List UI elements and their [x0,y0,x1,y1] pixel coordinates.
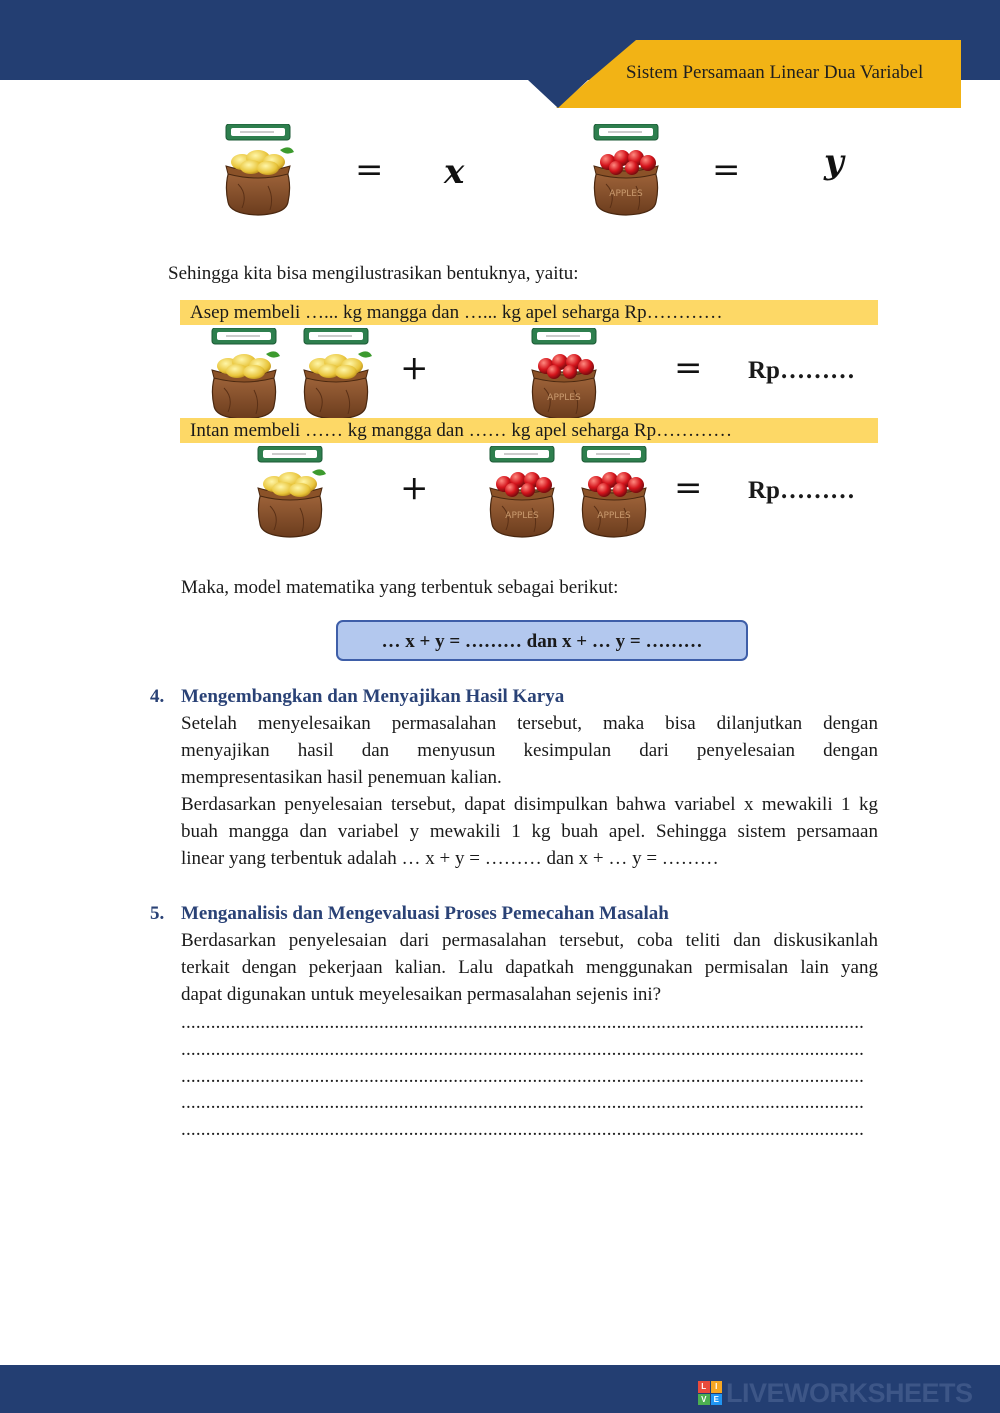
answer-line[interactable]: .......................................................................................................................................... [181,1039,865,1060]
intro-text: Sehingga kita bisa mengilustrasikan bentuknya, yaitu: [168,263,579,284]
logo-letter: V [698,1394,710,1406]
paragraph-line: Setelah menyelesaikan permasalahan tersebut, maka bisa dilanjutkan dengan [181,713,878,734]
section-5-number: 5. [150,903,165,924]
sack-label: APPLES [609,189,643,199]
answer-line[interactable]: .......................................................................................................................................... [181,1012,865,1033]
plus-sign: + [400,348,429,388]
intan-statement: Intan membeli …… kg mangga dan …… kg apel seharga Rp………… [190,420,733,441]
variable-y: y [824,142,844,182]
sack-label: APPLES [547,393,581,403]
asep-statement: Asep membeli …... kg mangga dan …... kg apel seharga Rp………… [190,302,723,323]
model-equation: … x + y = ……… dan x + … y = ……… [381,631,703,652]
section-5-body [181,927,878,1008]
liveworksheets-logo-icon [698,1381,722,1405]
section-4-body [181,710,878,872]
mango-sack-icon [218,124,298,216]
section-4-title: Mengembangkan dan Menyajikan Hasil Karya [181,686,565,707]
paragraph-line: linear yang terbentuk adalah … x + y = ……… dan x + … y = ……… [181,848,719,869]
intan-price-blank: Rp……… [748,477,855,504]
asep-price-blank: Rp……… [748,357,855,384]
logo-letter: I [711,1381,723,1393]
paragraph-line: menyajikan hasil dan menyusun kesimpulan dari penyelesaian dengan [181,740,878,761]
model-intro: Maka, model matematika yang terbentuk sebagai berikut: [181,577,619,598]
sack-label: APPLES [597,511,631,521]
paragraph-line: buah mangga dan variabel y mewakili 1 kg buah apel. Sehingga sistem persamaan [181,821,878,842]
paragraph-line: Berdasarkan penyelesaian dari permasalahan tersebut, coba teliti dan diskusikanlah [181,930,878,951]
apple-sack-icon [524,328,604,420]
equals-sign: = [355,150,384,190]
mango-sack-icon [296,328,376,420]
intan-band [180,418,878,443]
watermark: LIVEWORKSHEETS [726,1378,973,1408]
sack-label: APPLES [505,511,539,521]
answer-line[interactable]: .......................................................................................................................................... [181,1066,865,1087]
plus-sign: + [400,468,429,508]
apple-sack-icon [482,446,562,538]
equals-sign: = [712,150,741,190]
apple-sack-icon [574,446,654,538]
asep-band [180,300,878,325]
paragraph-line: mempresentasikan hasil penemuan kalian. [181,767,502,788]
logo-letter: E [711,1394,723,1406]
model-equation-box [336,620,748,661]
section-4-number: 4. [150,686,165,707]
mango-sack-icon [204,328,284,420]
variable-x: x [444,152,465,192]
answer-line[interactable]: .......................................................................................................................................... [181,1092,865,1113]
chapter-title: Sistem Persamaan Linear Dua Variabel [626,62,924,83]
equals-sign: = [674,468,703,508]
paragraph-line: terkait dengan pekerjaan kalian. Lalu dapatkah menggunakan permisalan lain yang [181,957,878,978]
answer-line[interactable]: .......................................................................................................................................... [181,1119,865,1140]
mango-sack-icon [250,446,330,538]
apple-sack-icon [586,124,666,216]
paragraph-line: Berdasarkan penyelesaian tersebut, dapat disimpulkan bahwa variabel x mewakili 1 kg [181,794,878,815]
equals-sign: = [674,348,703,388]
paragraph-line: dapat digunakan untuk meyelesaikan permasalahan sejenis ini? [181,984,662,1005]
logo-letter: L [698,1381,710,1393]
section-5-title: Menganalisis dan Mengevaluasi Proses Pemecahan Masalah [181,903,669,924]
